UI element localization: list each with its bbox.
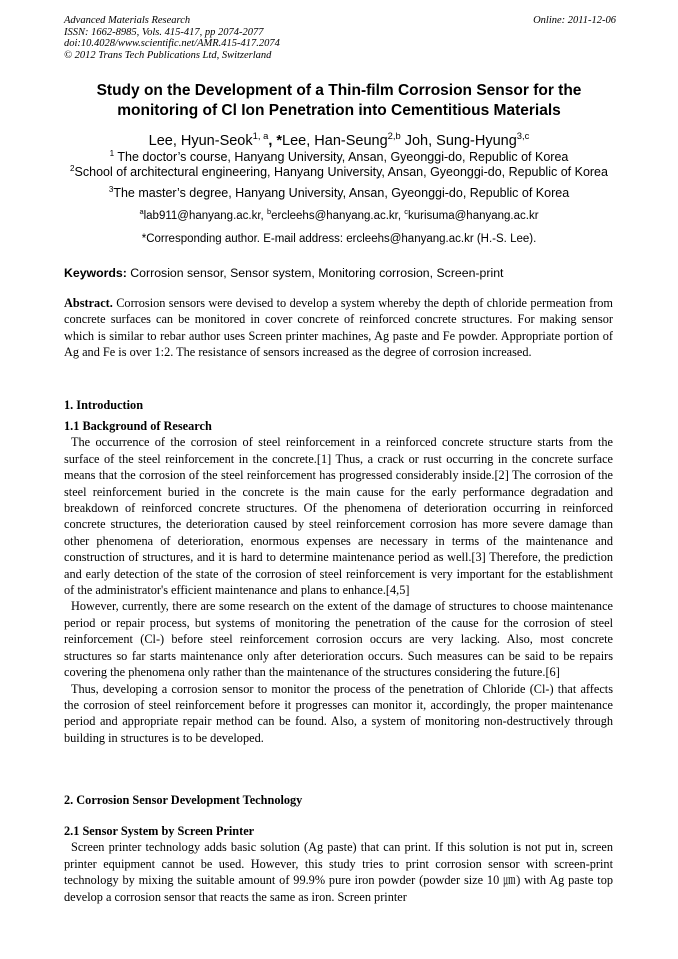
affiliation-text: The doctor’s course, Hanyang University, Ansan, Gyeonggi-do, Republic of Korea — [114, 150, 569, 164]
affiliation-sup: 1 — [109, 148, 115, 158]
email-sup: b — [266, 207, 272, 217]
author-name: Lee, Han-Seung — [282, 133, 388, 149]
author-sup: 3,c — [516, 130, 530, 142]
email-line — [40, 209, 638, 223]
section-2-heading-block — [64, 792, 613, 808]
body-paragraph: However, currently, there are some research on the extent of the damage of structures to choose maintenance period or repair process, but systems of monitoring the penetration of the cause for the corrosion of steel reinforcement (Cl-) before steel reinforcement corrosion occurs are very lacking. Also, most concrete structures so far starts maintenance only after deterioration occurs. Such measures can be said to be repairs covering the phenomena only rather than the maintenance of the structures considering the future.[6] — [64, 599, 613, 680]
corresponding-author: *Corresponding author. E-mail address: ercleehs@hanyang.ac.kr (H.-S. Lee). — [141, 233, 537, 245]
section-2-1 — [64, 823, 613, 905]
author-name: Lee, Hyun-Seok — [148, 133, 253, 149]
paper-title: Study on the Development of a Thin-film Corrosion Sensor for the monitoring of Cl Ion Penetration into Cementitious Materials — [96, 82, 582, 119]
author-separator: , * — [268, 133, 283, 149]
affiliation-1 — [40, 150, 638, 165]
copyright-line: © 2012 Trans Tech Publications Ltd, Switzerland — [64, 49, 272, 61]
email-address: lab911@hanyang.ac.kr, — [143, 210, 267, 222]
abstract-text: Corrosion sensors were devised to develop a system whereby the depth of chloride permeation from concrete surfaces can be monitored in cover concrete of reinforced concrete structures. For making sensor which is similar to rebar author uses Screen printer machines, Ag paste and Fe powder. Appropriate portion of Ag and Fe is over 1:2. The resistance of sensors increased as the degree of corrosion increased. — [64, 296, 613, 360]
affiliation-sup: 3 — [108, 184, 114, 194]
section-1-1 — [64, 418, 613, 746]
affiliation-3 — [40, 186, 638, 201]
body-paragraph: Thus, developing a corrosion sensor to monitor the process of the penetration of Chloride (Cl-) that affects the corrosion of steel reinforcement before it progresses can monitor it, accordingly, the proper maintenance period and appropriate repair method can be found. Also, a system of monitoring non-destructively through building in structures is to be developed. — [64, 681, 613, 745]
keywords-label: Keywords: — [64, 266, 127, 280]
online-date: Online: 2011-12-06 — [533, 15, 616, 26]
email-sup: c — [404, 207, 408, 217]
doi-line: doi:10.4028/www.scientific.net/AMR.415-417.2074 — [64, 38, 280, 49]
abstract-label: Abstract. — [64, 296, 113, 310]
keywords-text: Corrosion sensor, Sensor system, Monitoring corrosion, Screen-print — [126, 266, 504, 280]
keywords-line — [64, 266, 503, 281]
subsection-heading: 2.1 Sensor System by Screen Printer — [64, 824, 255, 838]
author-sup: 2,b — [387, 130, 401, 142]
author-line — [40, 130, 638, 150]
affiliation-text: The master’s degree, Hanyang University, Ansan, Gyeonggi-do, Republic of Korea — [113, 186, 570, 200]
affiliation-sup: 2 — [70, 163, 75, 173]
author-sup: 1, a — [252, 130, 269, 142]
section-1-heading-block — [64, 397, 613, 413]
issn-line: ISSN: 1662-8985, Vols. 415-417, pp 2074-2077 — [64, 26, 264, 38]
section-heading: 1. Introduction — [64, 398, 144, 412]
email-address: kurisuma@hanyang.ac.kr — [407, 210, 539, 222]
journal-header — [64, 15, 280, 61]
abstract-block — [64, 295, 613, 361]
section-heading: 2. Corrosion Sensor Development Technology — [64, 793, 303, 807]
affiliation-2 — [40, 165, 638, 180]
subsection-heading: 1.1 Background of Research — [64, 419, 212, 433]
body-paragraph: The occurrence of the corrosion of steel reinforcement in a reinforced concrete structure starts from the surface of the steel reinforcement in the concrete.[1] Thus, a crack or rust occurring in the concrete surface means that the corrosion of the steel reinforcement has progressed considerably inside.[2] The corrosion of the steel reinforcement buried in the concrete is the main cause for the early performance degradation and breakdown of reinforced concrete structures. Of the phenomena of deterioration occurring in reinforced concrete structures, the deterioration caused by steel reinforcement corrosion has more severe damage than other phenomena of deterioration, enormous expenses are necessary in terms of the maintenance and construction of structures, and it is hard to determine maintenance period as well.[3] Therefore, the prediction and early detection of the state of the corrosion of steel reinforcement is very important for the establishment of the administrator's efficient maintenance and plans to enhance.[4,5] — [64, 435, 613, 598]
author-name: Joh, Sung-Hyung — [400, 133, 517, 149]
email-sup: a — [139, 207, 144, 217]
abstract-paragraph — [64, 295, 613, 361]
email-address: ercleehs@hanyang.ac.kr, — [271, 210, 405, 222]
affiliation-text: School of architectural engineering, Hanyang University, Ansan, Gyeonggi-do, Republic of Korea — [74, 165, 608, 179]
body-paragraph: Screen printer technology adds basic solution (Ag paste) that can print. If this solution is not put in, screen printer equipment cannot be used. However, this study tries to print corrosion sensor with screen-print technology by mixing the suitable amount of 99.9% pure iron powder (powder size 10 ㎛) with Ag paste top develop a corrosion sensor that reacts the same as iron. Screen printer — [64, 840, 613, 904]
journal-name: Advanced Materials Research — [64, 15, 191, 26]
